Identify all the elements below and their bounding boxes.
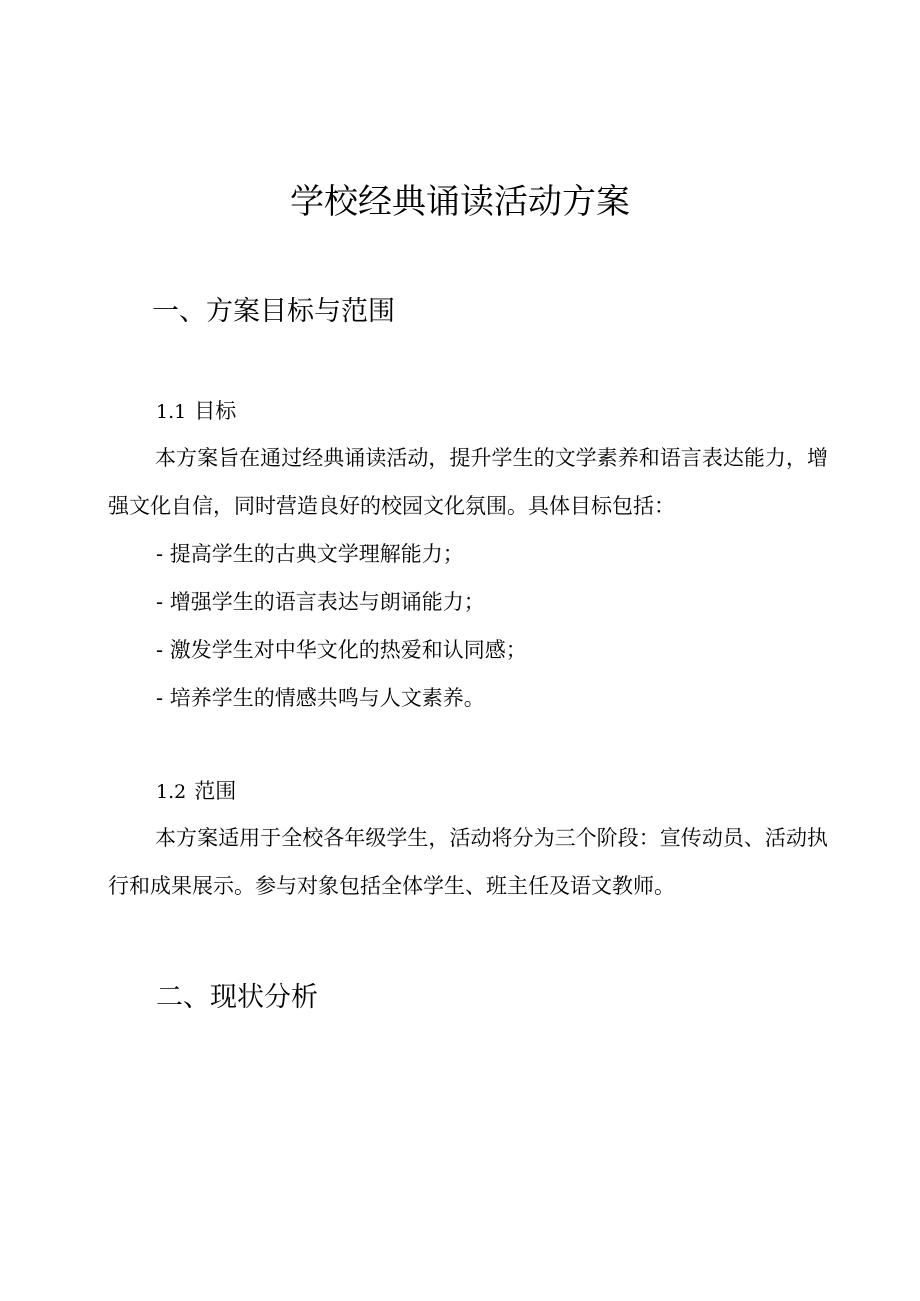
scope-paragraph: 本方案适用于全校各年级学生，活动将分为三个阶段：宣传动员、活动执行和成果展示。参与对象包括全体学生、班主任及语文教师。: [108, 826, 828, 898]
list-item: - 增强学生的语言表达与朗诵能力；: [156, 590, 485, 614]
goal-list: [156, 530, 527, 722]
subsection-heading-1-1: [156, 396, 236, 427]
section-heading-1: 一、方案目标与范围: [152, 296, 395, 327]
subsection-label: 目标: [194, 399, 237, 423]
subsection-heading-1-2: [156, 776, 236, 807]
subsection-number: 1.2: [156, 781, 187, 803]
list-item: - 培养学生的情感共鸣与人文素养。: [156, 686, 485, 710]
subsection-label: 范围: [194, 779, 237, 803]
list-item: - 提高学生的古典文学理解能力；: [156, 542, 464, 566]
goal-paragraph: 本方案旨在通过经典诵读活动，提升学生的文学素养和语言表达能力，增强文化自信，同时营造良好的校园文化氛围。具体目标包括：: [108, 446, 828, 518]
section-heading-2: 二、现状分析: [156, 982, 318, 1013]
document-title: 学校经典诵读活动方案: [290, 182, 630, 222]
subsection-number: 1.1: [156, 401, 187, 423]
list-item: - 激发学生对中华文化的热爱和认同感；: [156, 638, 527, 662]
